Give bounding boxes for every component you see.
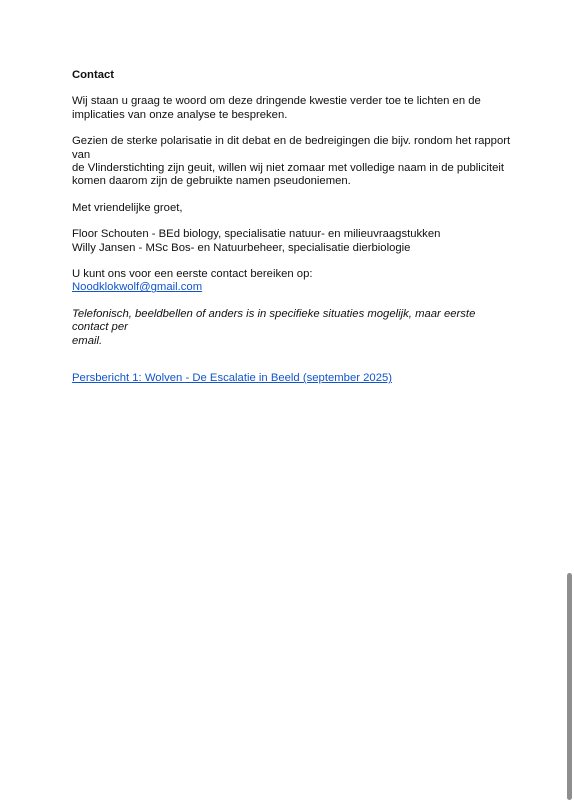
text-line: Wij staan u graag te woord om deze dringende kwestie verder toe te lichten en de <box>72 95 481 108</box>
text-line: email. <box>72 334 103 347</box>
text-line: Gezien de sterke polarisatie in dit debat en de bedreigingen die bijv. rondom het rapport van <box>72 135 511 161</box>
greeting <box>72 202 512 215</box>
scrollbar[interactable] <box>566 0 574 800</box>
paragraph-availability <box>72 95 512 122</box>
email-link[interactable]: Noodklokwolf@gmail.com <box>72 281 203 294</box>
text-line: Telefonisch, beeldbellen of anders is in specifieke situaties mogelijk, maar eerste contact per <box>72 307 476 334</box>
document-content <box>72 69 512 399</box>
signatory-floor: Floor Schouten - BEd biology, specialisatie natuur- en milieuvraagstukken <box>72 228 441 241</box>
text-line: implicaties van onze analyse te bespreken. <box>72 108 288 121</box>
contact-note <box>72 308 512 348</box>
section-heading: Contact <box>72 69 115 81</box>
signatory-willy: Willy Jansen - MSc Bos- en Natuurbeheer, specialisatie dierbiologie <box>72 241 411 254</box>
text-line: de Vlinderstichting zijn geuit, willen wij niet zomaar met volledige naam in de publiciteit <box>72 162 505 175</box>
text-line: komen daarom zijn de gebruikte namen pseudoniemen. <box>72 175 351 188</box>
signatories <box>72 228 512 255</box>
contact-intro: U kunt ons voor een eerste contact bereiken op: <box>72 268 313 281</box>
contact-block <box>72 268 512 295</box>
scrollbar-thumb[interactable] <box>567 573 572 800</box>
greeting-text: Met vriendelijke groet, <box>72 201 183 214</box>
press-release <box>72 372 512 385</box>
press-release-link[interactable]: Persbericht 1: Wolven - De Escalatie in Beeld (september 2025) <box>72 372 393 385</box>
paragraph-pseudonyms <box>72 135 512 189</box>
